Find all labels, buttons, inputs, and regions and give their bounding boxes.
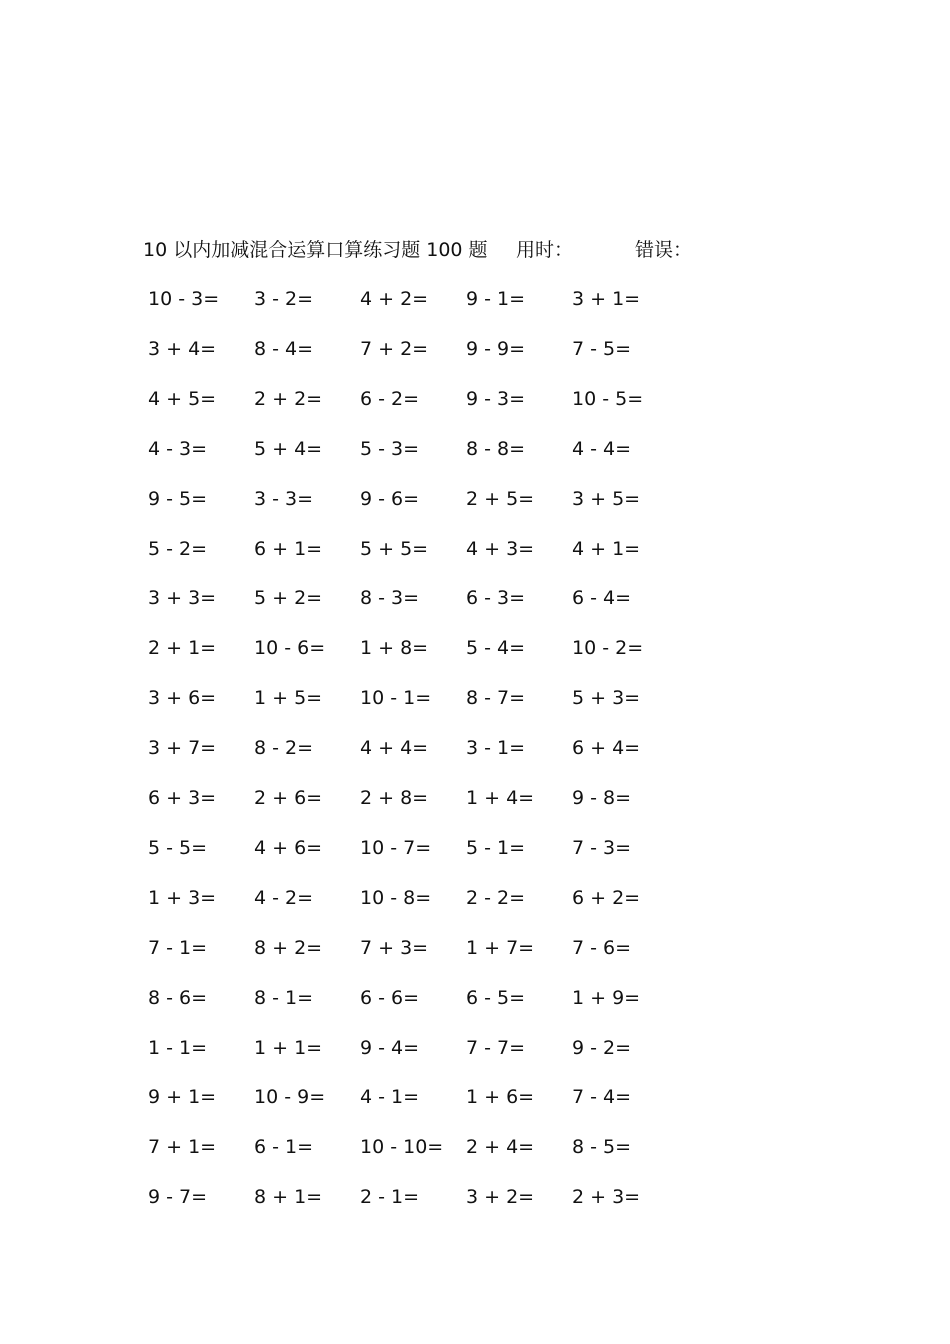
problem-item: 9 - 9= [466, 337, 526, 360]
problem-item: 5 - 5= [148, 836, 208, 859]
problem-row [148, 334, 708, 364]
problem-item: 7 - 6= [572, 936, 632, 959]
problem-item: 8 - 4= [254, 337, 314, 360]
problem-row [148, 284, 708, 314]
problem-item: 4 - 4= [572, 437, 632, 460]
problem-item: 3 - 3= [254, 487, 314, 510]
problem-item: 7 - 1= [148, 936, 208, 959]
problem-item: 2 + 4= [466, 1136, 535, 1159]
problem-item: 6 - 3= [466, 587, 526, 610]
problem-item: 2 - 2= [466, 886, 526, 909]
problem-item: 8 - 6= [148, 986, 208, 1009]
problem-item: 3 - 2= [254, 288, 314, 310]
problem-item: 4 + 4= [360, 737, 429, 760]
problem-item: 4 + 3= [466, 537, 535, 560]
problem-item: 10 - 6= [254, 637, 326, 660]
problem-item: 4 + 5= [148, 387, 217, 410]
problem-item: 1 - 1= [148, 1036, 208, 1059]
problem-row [148, 583, 708, 613]
problem-item: 10 - 8= [360, 886, 432, 909]
problem-item: 6 - 6= [360, 986, 420, 1009]
problem-item: 8 + 1= [254, 1186, 323, 1209]
problem-item: 5 + 4= [254, 437, 323, 460]
time-used-label: 用时： [516, 239, 574, 261]
problem-item: 6 + 4= [572, 737, 641, 760]
problem-row [148, 1033, 708, 1063]
problem-item: 10 - 7= [360, 836, 432, 859]
problem-item: 7 - 5= [572, 337, 632, 360]
problem-item: 4 - 2= [254, 886, 314, 909]
problem-item: 6 - 1= [254, 1136, 314, 1159]
problem-row [148, 1132, 708, 1162]
problem-item: 2 + 2= [254, 387, 323, 410]
problem-item: 7 - 4= [572, 1086, 632, 1109]
problem-row [148, 933, 708, 963]
problem-item: 9 - 6= [360, 487, 420, 510]
problem-row [148, 633, 708, 663]
problem-item: 5 + 5= [360, 537, 429, 560]
page-title: 10 以内加减混合运算口算练习题 100 题 [143, 239, 488, 261]
problem-item: 2 + 5= [466, 487, 535, 510]
problem-item: 9 - 4= [360, 1036, 420, 1059]
problem-item: 7 - 3= [572, 836, 632, 859]
problem-item: 5 - 2= [148, 537, 208, 560]
problem-item: 6 - 2= [360, 387, 420, 410]
problem-item: 1 + 3= [148, 886, 217, 909]
problem-item: 7 + 3= [360, 936, 429, 959]
problem-item: 3 + 1= [572, 288, 641, 310]
problem-item: 10 - 2= [572, 637, 644, 660]
problem-item: 2 + 1= [148, 637, 217, 660]
problem-row [148, 733, 708, 763]
problem-row [148, 783, 708, 813]
problem-item: 6 + 2= [572, 886, 641, 909]
problem-item: 8 - 1= [254, 986, 314, 1009]
problem-item: 6 - 5= [466, 986, 526, 1009]
problem-item: 9 - 7= [148, 1186, 208, 1209]
problem-item: 3 + 7= [148, 737, 217, 760]
error-count-label: 错误： [635, 239, 693, 261]
problem-row [148, 883, 708, 913]
problem-item: 1 + 5= [254, 687, 323, 710]
problem-item: 3 + 5= [572, 487, 641, 510]
problem-item: 4 + 2= [360, 288, 429, 310]
problem-row [148, 384, 708, 414]
problem-item: 7 + 2= [360, 337, 429, 360]
problem-item: 3 + 4= [148, 337, 217, 360]
problem-item: 5 + 3= [572, 687, 641, 710]
problem-item: 4 - 1= [360, 1086, 420, 1109]
problem-item: 1 + 1= [254, 1036, 323, 1059]
problem-item: 1 + 7= [466, 936, 535, 959]
problem-item: 6 + 3= [148, 787, 217, 809]
problem-item: 1 + 6= [466, 1086, 535, 1109]
problem-item: 8 + 2= [254, 936, 323, 959]
problem-item: 1 + 8= [360, 637, 429, 660]
problem-item: 10 - 5= [572, 387, 644, 410]
problem-row [148, 534, 708, 564]
problem-item: 7 + 1= [148, 1136, 217, 1159]
problem-row [148, 833, 708, 863]
problem-item: 10 - 10= [360, 1136, 444, 1159]
problem-item: 2 + 3= [572, 1186, 641, 1209]
problem-item: 3 + 6= [148, 687, 217, 710]
problem-item: 9 - 1= [466, 288, 526, 310]
problem-row [148, 683, 708, 713]
problem-row [148, 983, 708, 1013]
problem-item: 8 - 5= [572, 1136, 632, 1159]
problem-row [148, 484, 708, 514]
problem-item: 5 - 3= [360, 437, 420, 460]
problem-item: 8 - 3= [360, 587, 420, 610]
problem-item: 4 + 6= [254, 836, 323, 859]
problem-item: 8 - 7= [466, 687, 526, 710]
problem-item: 1 + 9= [572, 986, 641, 1009]
problem-row [148, 434, 708, 464]
problem-item: 6 - 4= [572, 587, 632, 610]
problem-item: 9 - 3= [466, 387, 526, 410]
problem-item: 9 + 1= [148, 1086, 217, 1109]
problem-item: 4 + 1= [572, 537, 641, 560]
problem-item: 3 + 3= [148, 587, 217, 610]
problem-item: 10 - 1= [360, 687, 432, 710]
problem-item: 3 - 1= [466, 737, 526, 760]
problem-item: 7 - 7= [466, 1036, 526, 1059]
problem-item: 6 + 1= [254, 537, 323, 560]
problem-item: 4 - 3= [148, 437, 208, 460]
problem-item: 3 + 2= [466, 1186, 535, 1209]
problem-item: 5 + 2= [254, 587, 323, 610]
problem-item: 8 - 8= [466, 437, 526, 460]
problem-item: 5 - 4= [466, 637, 526, 660]
problem-item: 2 - 1= [360, 1186, 420, 1209]
problem-item: 9 - 2= [572, 1036, 632, 1059]
problem-item: 9 - 8= [572, 787, 632, 809]
problem-item: 2 + 6= [254, 787, 323, 809]
problem-row [148, 1082, 708, 1112]
problem-item: 5 - 1= [466, 836, 526, 859]
problem-item: 8 - 2= [254, 737, 314, 760]
problem-item: 1 + 4= [466, 787, 535, 809]
problem-item: 2 + 8= [360, 787, 429, 809]
problem-item: 10 - 3= [148, 288, 220, 310]
problem-row [148, 1182, 708, 1212]
problem-item: 9 - 5= [148, 487, 208, 510]
problem-item: 10 - 9= [254, 1086, 326, 1109]
